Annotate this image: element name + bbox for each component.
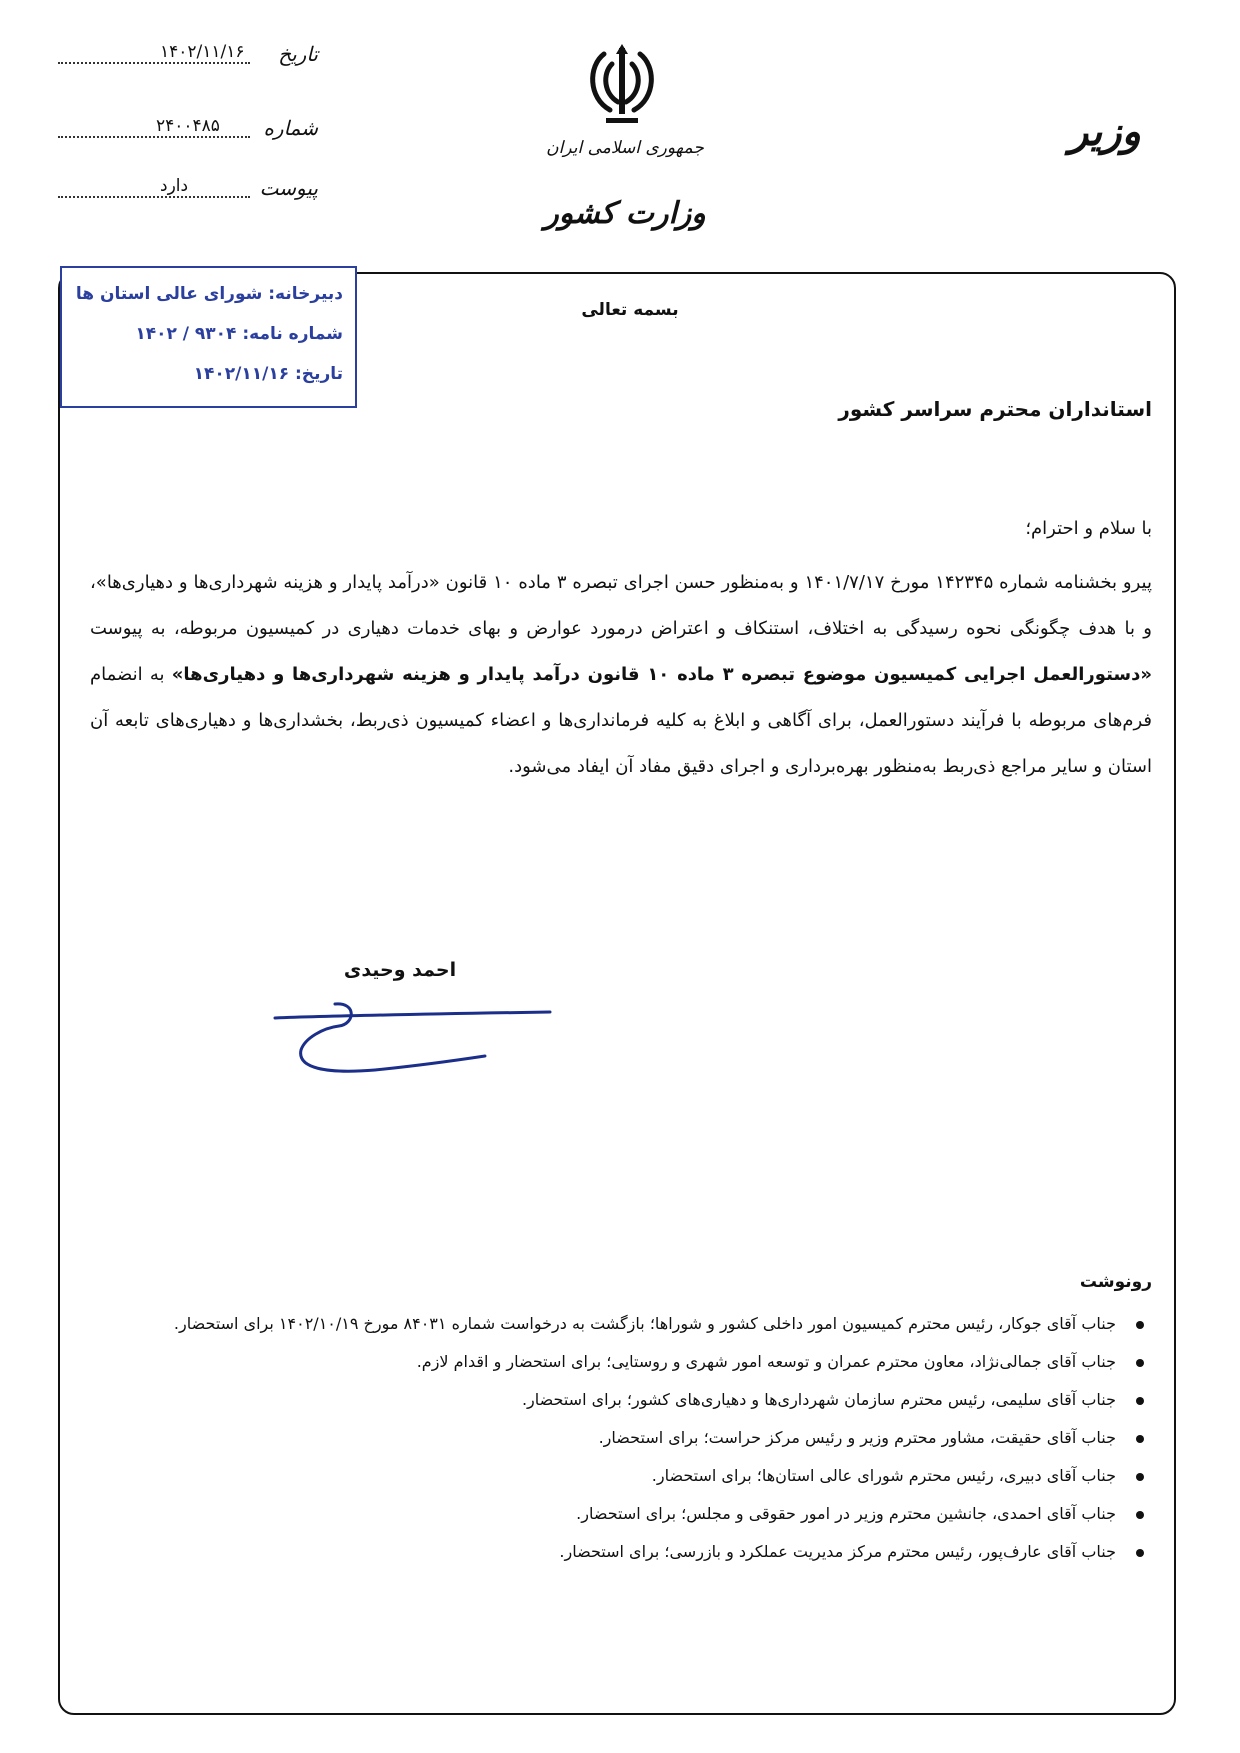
list-item: جناب آقای عارف‌پور، رئیس محترم مرکز مدیریت عملکرد و بازرسی؛ برای استحضار. <box>110 1534 1150 1570</box>
body-text-part1: پیرو بخشنامه شماره ۱۴۲۳۴۵ مورخ ۱۴۰۱/۷/۱۷ و به‌منظور حسن اجرای تبصره ۳ ماده ۱۰ قانون «درآمد پایدار و هزینه شهرداری‌ها و دهیاری‌ها»، و با هدف چگونگی نحوه رسیدگی به اختلاف، استنکاف و اعتراض درمورد عوارض و بهای خدمات دهیاری در کمیسیون مربوطه، به پیوست <box>90 572 1153 639</box>
number-label: شماره <box>263 116 318 140</box>
secretariat-stamp <box>60 266 357 408</box>
letter-body <box>90 560 1152 790</box>
letter-attachment-field <box>58 172 318 212</box>
dotted-line <box>58 196 250 198</box>
list-item: جناب آقای دبیری، رئیس محترم شورای عالی استان‌ها؛ برای استحضار. <box>110 1458 1150 1494</box>
copies-title: رونوشت <box>1079 1272 1152 1292</box>
attachment-value: دارد <box>160 176 189 196</box>
number-value: ۲۴۰۰۴۸۵ <box>156 116 220 136</box>
list-item: جناب آقای حقیقت، مشاور محترم وزیر و رئیس مرکز حراست؛ برای استحضار. <box>110 1420 1150 1456</box>
body-text-bold: «دستورالعمل اجرایی کمیسیون موضوع تبصره ۳ ماده ۱۰ قانون درآمد پایدار و هزینه شهرداری‌ها و دهیاری‌ها» <box>171 664 1152 685</box>
stamp-date-line: تاریخ: ۱۴۰۲/۱۱/۱۶ <box>193 364 343 384</box>
republic-name: جمهوری اسلامی ایران <box>546 138 704 158</box>
date-value: ۱۴۰۲/۱۱/۱۶ <box>160 42 245 62</box>
dotted-line <box>58 62 250 64</box>
body-text-part2: به انضمام فرم‌های مربوطه با فرآیند دستورالعمل، برای آگاهی و ابلاغ به کلیه فرمانداری‌ها و اعضاء کمیسیون ذی‌ربط، بخشداری‌ها و دهیاری‌های تابعه آن استان و سایر مراجع ذی‌ربط به‌منظور بهره‌برداری و اجرای دقیق مفاد آن ایفاد می‌شود. <box>90 664 1152 777</box>
list-item: جناب آقای جوکار، رئیس محترم کمیسیون امور داخلی کشور و شوراها؛ بازگشت به درخواست شماره ۸۴۰۳۱ مورخ ۱۴۰۲/۱۰/۱۹ برای استحضار. <box>110 1306 1150 1342</box>
stamp-secretariat-line: دبیرخانه: شورای عالی استان ها <box>75 284 343 304</box>
stamp-number-line: شماره نامه: ۹۳۰۴ / ۱۴۰۲ <box>135 324 343 344</box>
list-item: جناب آقای احمدی، جانشین محترم وزیر در امور حقوقی و مجلس؛ برای استحضار. <box>110 1496 1150 1532</box>
signature-icon <box>265 990 565 1090</box>
signatory-name: احمد وحیدی <box>343 959 457 981</box>
list-item: جناب آقای جمالی‌نژاد، معاون محترم عمران و توسعه امور شهری و روستایی؛ برای استحضار و اقدام لازم. <box>110 1344 1150 1380</box>
office-title: وزیر <box>1069 108 1141 155</box>
greeting: با سلام و احترام؛ <box>1025 518 1152 539</box>
letter-date-field <box>58 38 318 78</box>
list-item: جناب آقای سلیمی، رئیس محترم سازمان شهرداری‌ها و دهیاری‌های کشور؛ برای استحضار. <box>110 1382 1150 1418</box>
copies-list <box>110 1306 1150 1572</box>
recipient: استانداران محترم سراسر کشور <box>838 397 1152 421</box>
letter-number-field <box>58 112 318 152</box>
attachment-label: پیوست <box>259 176 318 200</box>
dotted-line <box>58 136 250 138</box>
basmala: بسمه تعالی <box>581 300 679 320</box>
date-label: تاریخ <box>278 42 318 66</box>
ministry-name: وزارت کشور <box>544 196 706 231</box>
iran-emblem-icon <box>582 40 662 130</box>
